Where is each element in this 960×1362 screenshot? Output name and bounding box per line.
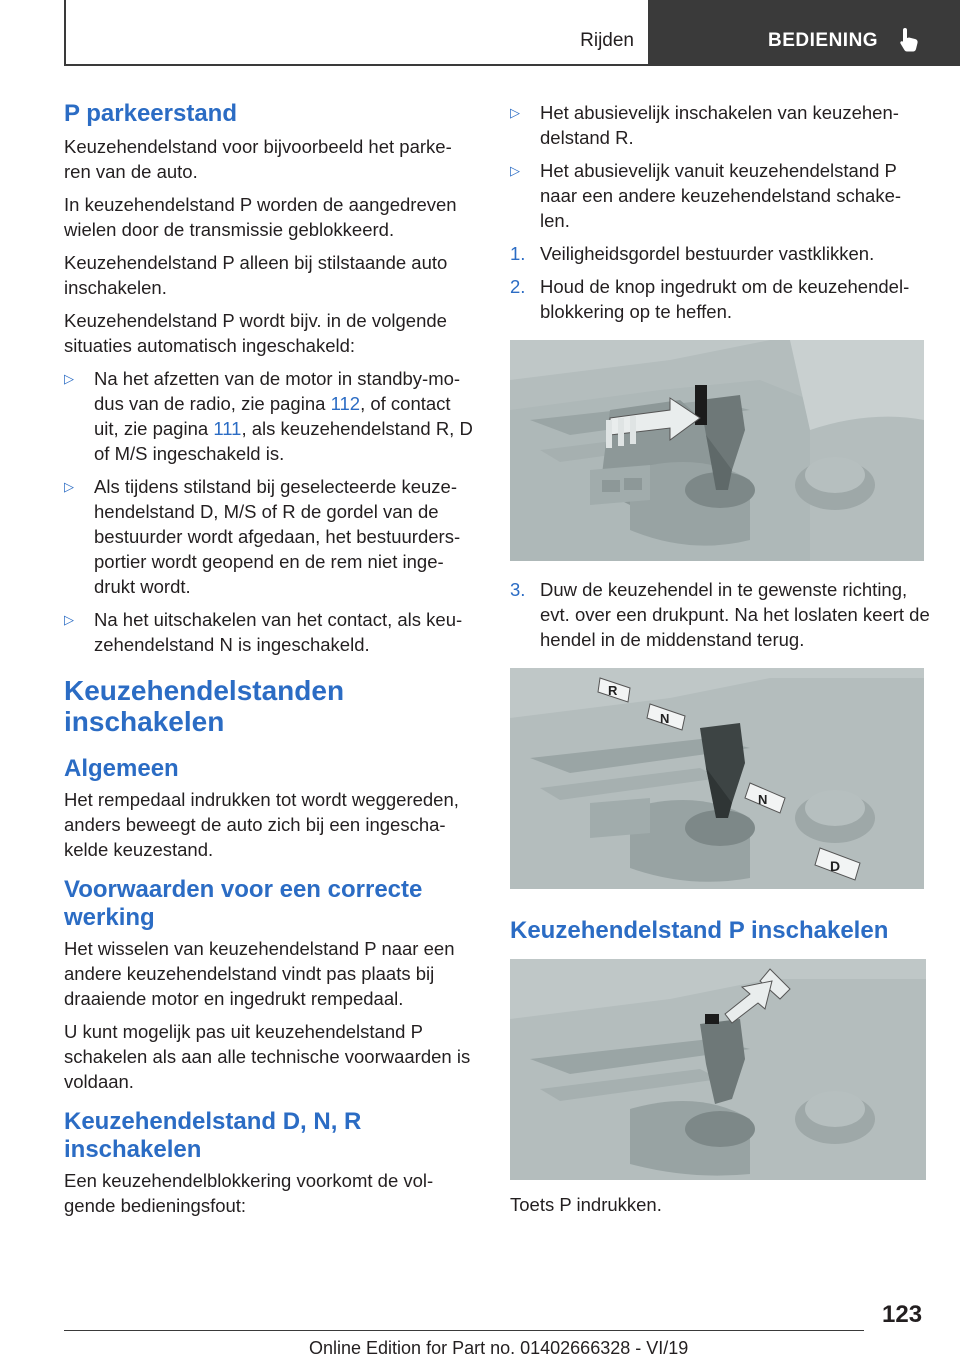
header-section-box	[64, 0, 650, 66]
bullet-text-part: Na het afzetten van de motor in standby-mo‐dus van de radio, zie pagina	[94, 368, 461, 414]
paragraph: Het rempedaal indrukken tot wordt weggereden, anders beweegt de auto zich bij een ingescha‐kelde keuzestand.	[64, 789, 459, 860]
page-link-111[interactable]: 111	[213, 418, 242, 439]
paragraph: Keuzehendelstand P alleen bij stilstaande auto inschakelen.	[64, 252, 448, 298]
direction-label-d: D	[830, 858, 841, 874]
park-button-illustration	[510, 959, 926, 1180]
header-chapter-tab	[650, 0, 960, 66]
heading-keuzehendelstand-dnr: Keuzehendelstand D, N, R inschakelen	[64, 1108, 362, 1163]
bullet-text: Als tijdens stilstand bij geselecteerde keuze‐hendelstand D, M/S of R de gordel van de bestuurder wordt afgedaan, het bestuurders‐portier wordt geopend en de rem niet inge‐drukt wordt.	[94, 476, 461, 597]
footer-edition: Online Edition for Part no. 01402666328 - VI/19	[309, 1338, 689, 1358]
step-text: Houd de knop ingedrukt om de keuzehendel‐blokkering op te heffen.	[540, 276, 910, 322]
direction-label-r: R	[608, 683, 618, 698]
direction-label-n-up: N	[660, 711, 670, 726]
bullet-item	[64, 474, 478, 599]
bullet-item	[510, 100, 930, 150]
paragraph: Keuzehendelstand voor bijvoorbeeld het parke‐ren van de auto.	[64, 136, 452, 182]
bullet-text: Na het uitschakelen van het contact, als keu‐zehendelstand N is ingeschakeld.	[94, 609, 463, 655]
page-link-112[interactable]: 112	[330, 393, 361, 414]
bullet-item	[64, 366, 478, 466]
step-text: Veiligheidsgordel bestuurder vastklikken.	[540, 243, 875, 264]
left-column	[64, 100, 478, 1226]
step-number: 1.	[510, 243, 526, 264]
paragraph: U kunt mogelijk pas uit keuzehendelstand P schakelen als aan alle technische voorwaarden is voldaan.	[64, 1021, 471, 1092]
bullet-item	[510, 158, 930, 233]
heading-voorwaarden: Voorwaarden voor een correcte werking	[64, 876, 423, 931]
bullet-text-part: , of contact uit, zie pagina	[94, 393, 451, 439]
step-item	[510, 274, 930, 324]
gear-lever-unlock-illustration	[510, 340, 924, 561]
step-item	[510, 241, 930, 266]
bullet-triangle-icon: ▷	[510, 163, 520, 178]
step-item	[510, 577, 930, 652]
bullet-text-part: , als keuzehendelstand R, D of M/S ingeschakeld is.	[94, 418, 473, 464]
heading-keuzehendelstand-p-inschakelen: Keuzehendelstand P inschakelen	[510, 917, 889, 944]
heading-keuzehendelstanden-inschakelen: Keuzehendelstanden inschakelen	[64, 675, 345, 737]
bullet-text	[94, 368, 473, 464]
page-number: 123	[882, 1301, 923, 1328]
header-section-title: Rijden	[580, 30, 634, 51]
footer-divider	[64, 1330, 864, 1331]
paragraph: Keuzehendelstand P wordt bijv. in de volgende situaties automatisch ingeschakeld:	[64, 310, 447, 356]
right-column	[510, 100, 930, 1225]
paragraph: In keuzehendelstand P worden de aangedreven wielen door de transmissie geblokkeerd.	[64, 194, 457, 240]
step-text: Duw de keuzehendel in te gewenste richting, evt. over een drukpunt. Na het loslaten keert de hendel in de middenstand terug.	[540, 579, 930, 650]
bullet-triangle-icon: ▷	[64, 479, 74, 494]
hand-pointer-icon	[896, 26, 924, 54]
heading-algemeen: Algemeen	[64, 755, 179, 782]
step-number: 3.	[510, 579, 526, 600]
step-number: 2.	[510, 276, 526, 297]
gear-lever-directions-illustration	[510, 668, 924, 889]
bullet-triangle-icon: ▷	[64, 612, 74, 627]
bullet-triangle-icon: ▷	[64, 371, 74, 386]
bullet-item	[64, 607, 478, 657]
heading-p-parkeerstand: P parkeerstand	[64, 100, 237, 127]
figure-caption: Toets P indrukken.	[510, 1194, 662, 1215]
bullet-text: Het abusievelijk inschakelen van keuzehen‐delstand R.	[540, 102, 899, 148]
bullet-text: Het abusievelijk vanuit keuzehendelstand P naar een andere keuzehendelstand schake‐len.	[540, 160, 902, 231]
header-chapter-title: BEDIENING	[768, 30, 879, 51]
bullet-triangle-icon: ▷	[510, 105, 520, 120]
direction-label-n-down: N	[758, 792, 768, 807]
paragraph: Een keuzehendelblokkering voorkomt de vol‐gende bedieningsfout:	[64, 1170, 434, 1216]
paragraph: Het wisselen van keuzehendelstand P naar een andere keuzehendelstand vindt pas plaats bij draaiende motor en ingedrukt rempedaal.	[64, 938, 455, 1009]
